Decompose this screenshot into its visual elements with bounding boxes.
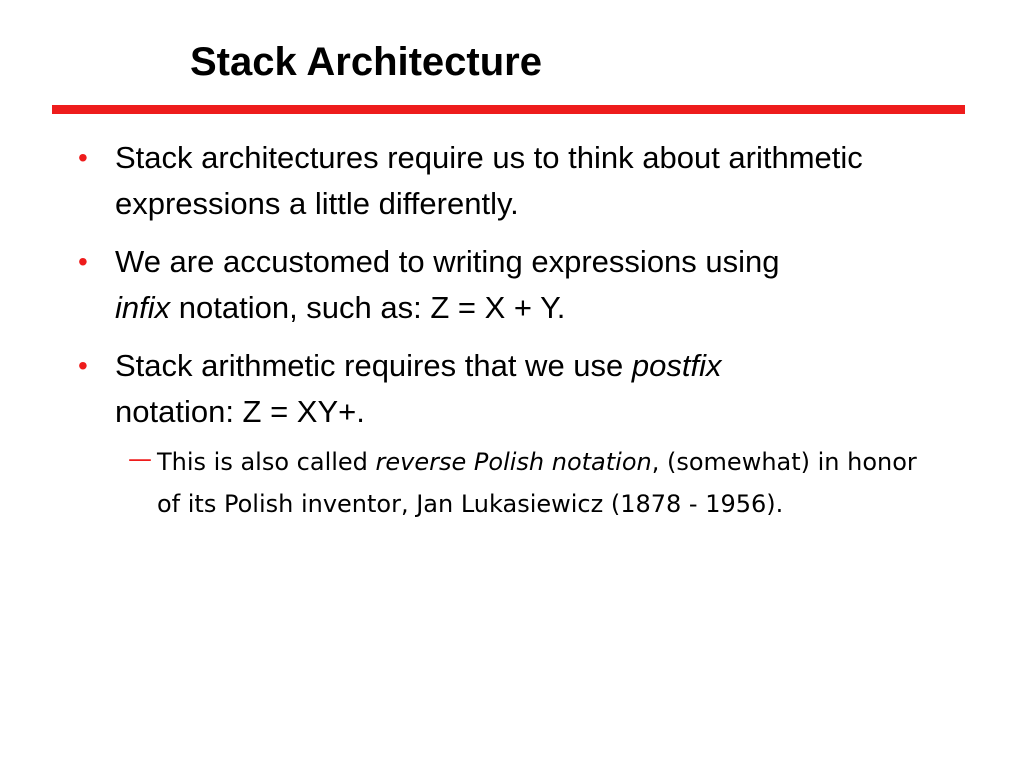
dash-icon: — xyxy=(128,445,152,473)
sub-bullet-item xyxy=(128,441,917,525)
title-underline-rule xyxy=(52,105,965,114)
bullet-text-post: notation, such as: Z = X + Y. xyxy=(178,290,566,325)
bullet-item-3 xyxy=(78,343,958,435)
bullet-text-pre: Stack arithmetic requires that we use xyxy=(115,348,624,383)
sub-bullet-text-emphasis: reverse Polish notation xyxy=(375,448,652,476)
bullet-item-2 xyxy=(78,239,958,331)
bullet-dot-icon: • xyxy=(78,246,88,277)
sub-bullet-text-pre: This is also called xyxy=(157,448,368,476)
bullet-text: Stack architectures require us to think about arithmetic expressions a little differently. xyxy=(115,140,863,221)
bullet-text-pre: We are accustomed to writing expressions using xyxy=(115,244,780,279)
bullet-list xyxy=(78,135,958,525)
sub-bullet-text-post: , (somewhat) in honor of its Polish inventor, Jan Lukasiewicz (1878 - 1956). xyxy=(157,448,917,518)
bullet-text-post: notation: Z = XY+. xyxy=(115,394,365,429)
bullet-item-1 xyxy=(78,135,958,227)
bullet-dot-icon: • xyxy=(78,142,88,173)
bullet-text-emphasis: postfix xyxy=(631,348,722,383)
slide-title: Stack Architecture xyxy=(190,40,542,84)
bullet-text-emphasis: infix xyxy=(115,290,171,325)
bullet-dot-icon: • xyxy=(78,350,88,381)
